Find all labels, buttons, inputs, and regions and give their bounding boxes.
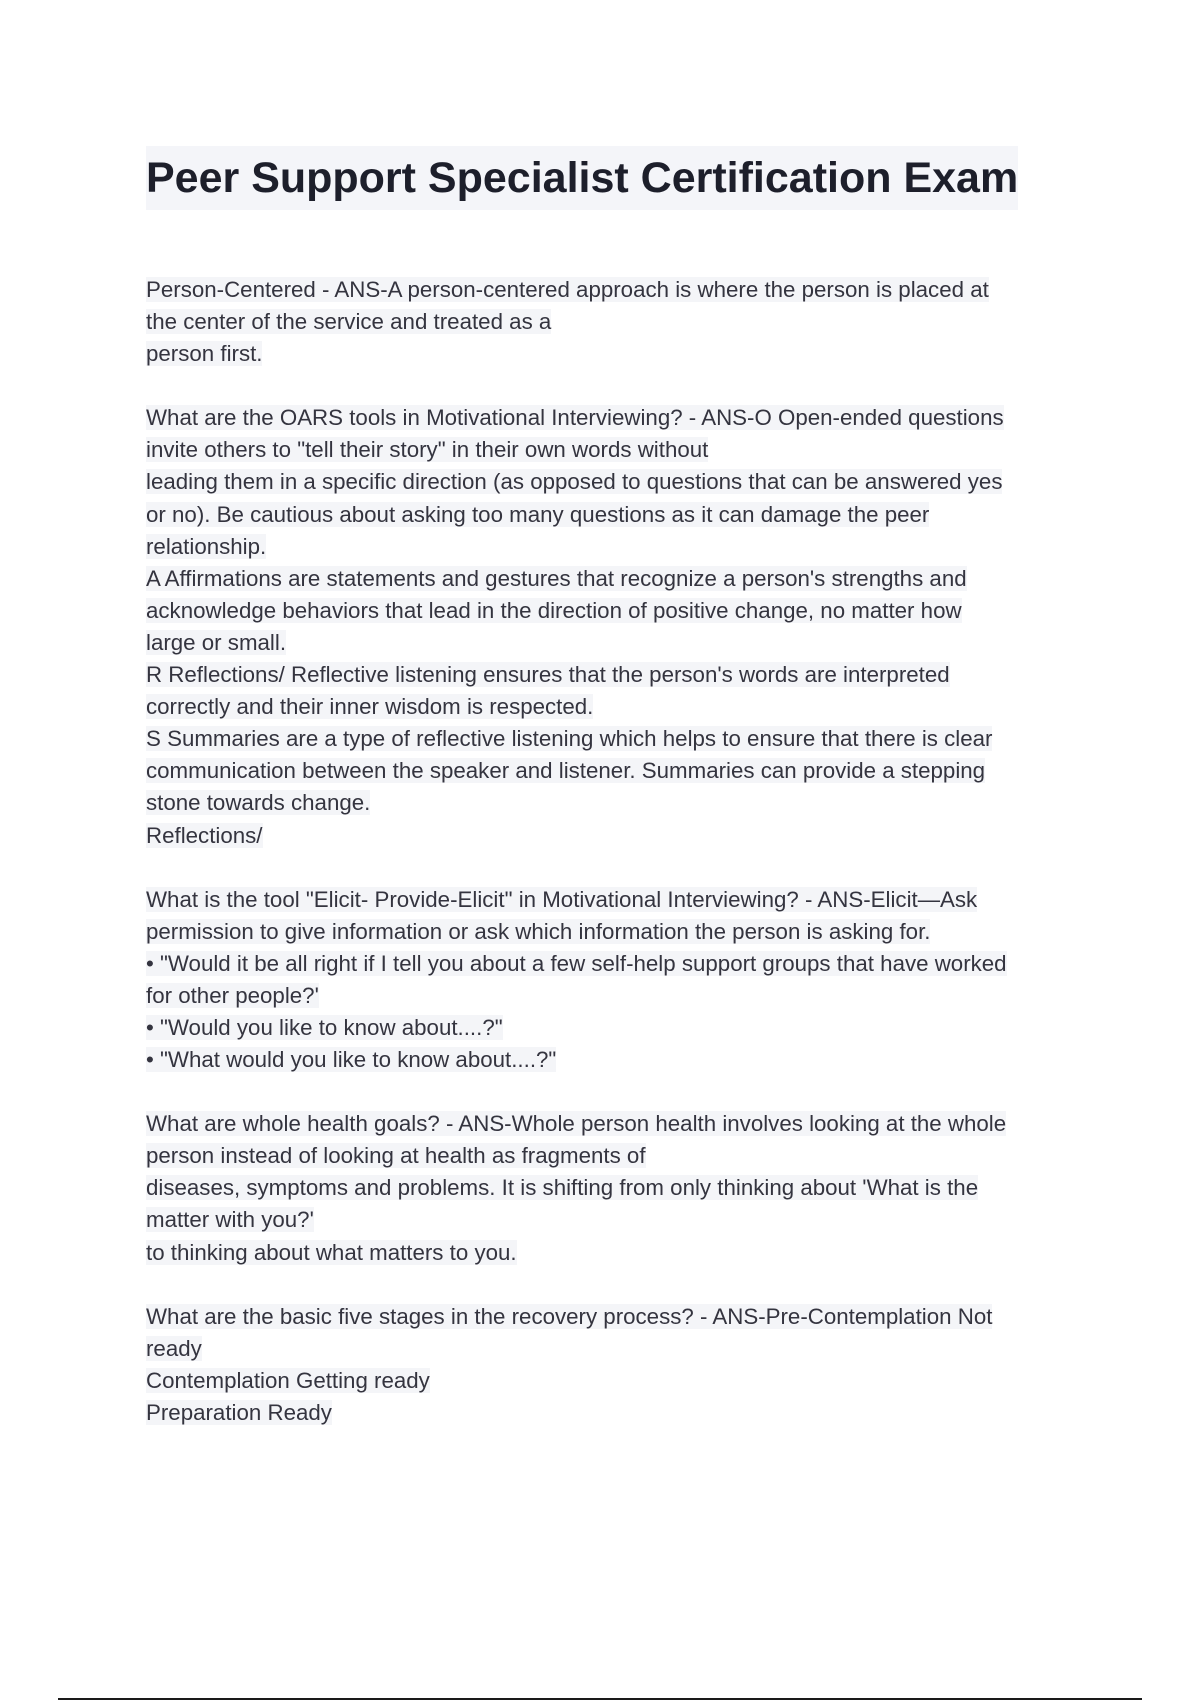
text-line: person instead of looking at health as fragments of — [146, 1143, 646, 1169]
text-line: Reflections/ — [146, 822, 263, 848]
text-line: What are whole health goals? - ANS-Whole person health involves looking at the whole — [146, 1111, 1007, 1137]
text-line: person first. — [146, 341, 263, 367]
text-line: What is the tool "Elicit- Provide-Elicit" in Motivational Interviewing? - ANS-Elicit—Ask — [146, 886, 978, 912]
text-line: What are the OARS tools in Motivational Interviewing? - ANS-O Open-ended questions — [146, 405, 1004, 431]
text-line: to thinking about what matters to you. — [146, 1239, 517, 1265]
entry-person-centered — [146, 274, 1106, 370]
text-line: matter with you?' — [146, 1207, 314, 1233]
text-line: stone towards change. — [146, 790, 371, 816]
text-line: What are the basic five stages in the recovery process? - ANS-Pre-Contemplation Not — [146, 1303, 993, 1329]
page-title: Peer Support Specialist Certification Exam — [146, 146, 1018, 210]
text-line: relationship. — [146, 533, 267, 559]
text-line: permission to give information or ask which information the person is asking for. — [146, 918, 931, 944]
document-body — [146, 274, 1106, 1461]
text-line: large or small. — [146, 629, 287, 655]
text-line: R Reflections/ Reflective listening ensures that the person's words are interpreted — [146, 662, 950, 688]
text-line: A Affirmations are statements and gestures that recognize a person's strengths and — [146, 565, 967, 591]
bullet-line: • "Would it be all right if I tell you about a few self-help support groups that have worked — [146, 950, 1007, 976]
entry-whole-health-goals — [146, 1108, 1106, 1268]
text-line: Contemplation Getting ready — [146, 1367, 430, 1393]
text-line: diseases, symptoms and problems. It is shifting from only thinking about 'What is the — [146, 1175, 979, 1201]
text-line: Person-Centered - ANS-A person-centered approach is where the person is placed at — [146, 277, 989, 302]
bullet-line: • "Would you like to know about....?" — [146, 1014, 503, 1040]
entry-elicit-provide-elicit — [146, 884, 1106, 1077]
bullet-line: • "What would you like to know about....?" — [146, 1047, 557, 1073]
text-line: or no). Be cautious about asking too many questions as it can damage the peer — [146, 501, 930, 527]
text-line: communication between the speaker and listener. Summaries can provide a stepping — [146, 758, 986, 784]
entry-recovery-stages — [146, 1301, 1106, 1429]
text-line: for other people?' — [146, 982, 319, 1008]
text-line: ready — [146, 1335, 202, 1361]
text-line: correctly and their inner wisdom is respected. — [146, 694, 594, 720]
text-line: Preparation Ready — [146, 1399, 332, 1425]
text-line: the center of the service and treated as a — [146, 309, 552, 335]
text-line: acknowledge behaviors that lead in the direction of positive change, no matter how — [146, 597, 962, 623]
text-line: S Summaries are a type of reflective listening which helps to ensure that there is clear — [146, 726, 993, 752]
text-line: invite others to "tell their story" in their own words without — [146, 437, 709, 463]
text-line: leading them in a specific direction (as opposed to questions that can be answered yes — [146, 469, 1003, 495]
entry-oars-tools — [146, 402, 1106, 851]
